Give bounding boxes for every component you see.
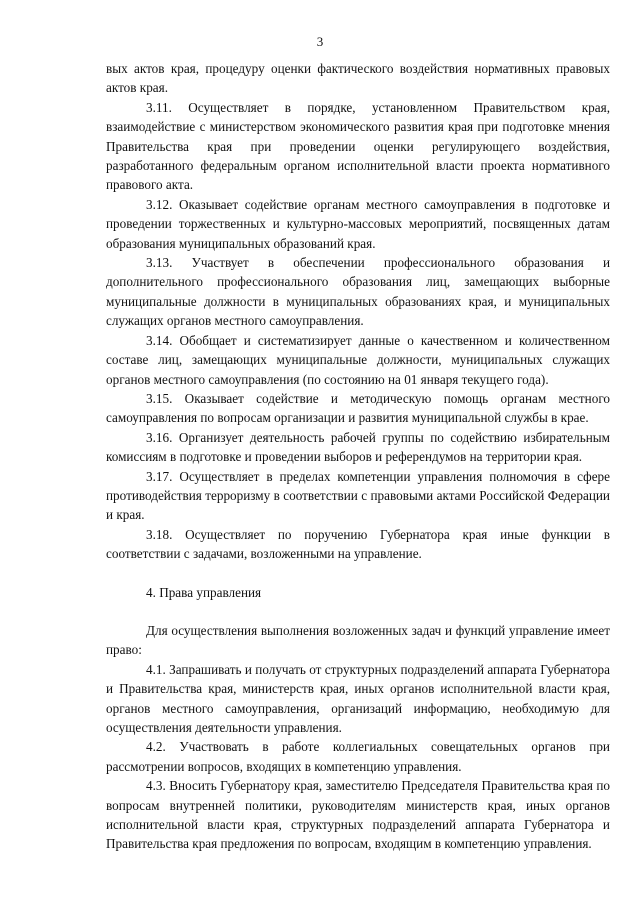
paragraph-3-17: 3.17. Осуществляет в пределах компетенции управления полномочия в сфере противодействия терроризму в соответствии с правовыми актами Российской Федерации и края. [106,468,610,523]
section-spacer [106,564,610,583]
paragraph-continuation: вых актов края, процедуру оценки фактического воздействия нормативных правовых актов края. [106,61,610,96]
paragraph-rights-intro: Для осуществления выполнения возложенных задач и функций управление имеет право: [106,622,610,658]
section-heading: 4. Права управления [146,584,262,600]
paragraph-3-11: 3.11. Осуществляет в порядке, установленном Правительством края, взаимодействие с министерством экономического развития края при подготовке мнения Правительства края при проведении оценки регулирующего воздействия, разработанного федеральным органом исполнительной власти проекта нормативного правового акта. [106,99,610,193]
paragraph-3-14: 3.14. Обобщает и систематизирует данные о качественном и количественном составе лиц, замещающих муниципальные должности, муниципальных служащих органов местного самоуправления (по состоянию на 01 января текущего года). [106,332,610,387]
document-body [106,59,610,854]
paragraph-3-18: 3.18. Осуществляет по поручению Губернатора края иные функции в соответствии с задачами, возложенными на управление. [106,526,610,562]
paragraph-4-3: 4.3. Вносить Губернатору края, заместителю Председателя Правительства края по вопросам внутренней политики, руководителям министерств края, иных органов исполнительной власти края, структурных подразделений аппарата Губернатора и Правительства края предложения по вопросам, входящим в компетенцию управления. [106,778,610,852]
heading-spacer [106,602,610,621]
paragraph-4-2: 4.2. Участвовать в работе коллегиальных совещательных органов при рассмотрении вопросов, входящих в компетенцию управления. [106,739,610,774]
paragraph-3-15: 3.15. Оказывает содействие и методическую помощь органам местного самоуправления по вопросам организации и развития муниципальной службы в крае. [106,390,610,426]
paragraph-4-1: 4.1. Запрашивать и получать от структурных подразделений аппарата Губернатора и Правительства края, министерств края, иных органов исполнительной власти края, органов местного самоуправления, организаций информацию, необходимую для осуществления деятельности управления. [106,661,610,735]
page-number: 3 [316,34,324,49]
paragraph-3-13: 3.13. Участвует в обеспечении профессионального образования и дополнительного профессионального образования лиц, замещающих выборные муниципальные должности в муниципальных образованиях края, и муниципальных служащих органов местного самоуправления. [106,255,610,329]
paragraph-3-16: 3.16. Организует деятельность рабочей группы по содействию избирательным комиссиям в подготовке и проведении выборов и референдумов на территории края. [106,429,610,465]
paragraph-3-12: 3.12. Оказывает содействие органам местного самоуправления в подготовке и проведении торжественных и культурно-массовых мероприятий, посвященных датам образования муниципальных образований края. [106,196,610,251]
